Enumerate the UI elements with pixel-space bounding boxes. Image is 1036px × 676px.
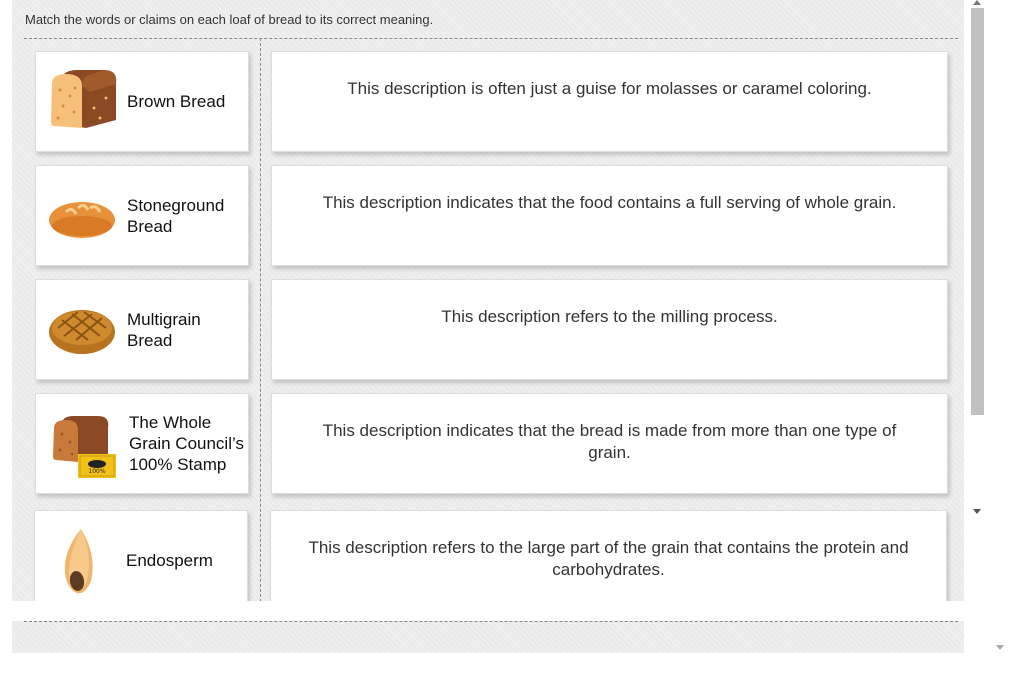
term-card-endosperm[interactable] <box>34 510 248 611</box>
activity-stage <box>12 0 964 653</box>
multigrain-bread-loaf-icon <box>48 296 118 364</box>
grain-kernel-icon <box>47 527 117 595</box>
instruction-text: Match the words or claims on each loaf of bread to its correct meaning. <box>25 12 434 27</box>
description-text-3: This description refers to the milling process. <box>441 307 778 326</box>
term-label-brown-bread: Brown Bread <box>127 92 226 111</box>
top-divider <box>24 38 958 39</box>
description-card-4[interactable] <box>271 393 948 494</box>
column-divider <box>260 38 261 622</box>
description-card-1[interactable] <box>271 51 948 152</box>
description-text-5: This description refers to the large part of the grain that contains the protein and carbohydrates. <box>308 538 909 579</box>
term-label-stoneground-bread: Stoneground Bread <box>127 195 225 236</box>
bottom-strip <box>0 601 979 621</box>
description-text-2: This description indicates that the food contains a full serving of whole grain. <box>322 193 897 212</box>
term-label-whole-grain-stamp: The Whole Grain Council’s 100% Stamp <box>129 413 244 474</box>
scroll-up-icon[interactable] <box>973 0 981 5</box>
stoneground-bread-loaf-icon <box>48 182 118 250</box>
whole-grain-stamp-loaf-icon <box>48 410 118 478</box>
term-card-multigrain-bread[interactable] <box>35 279 249 380</box>
scrollbar-thumb[interactable] <box>971 8 984 415</box>
brown-bread-loaf-icon <box>48 68 118 136</box>
stamp-text: 100% <box>88 468 106 475</box>
description-text-1: This description is often just a guise for molasses or caramel coloring. <box>347 79 872 98</box>
description-text-4: This description indicates that the bread is made from more than one type of grain. <box>322 421 897 462</box>
bottom-divider <box>24 621 958 622</box>
description-card-2[interactable] <box>271 165 948 266</box>
term-label-endosperm: Endosperm <box>126 551 213 570</box>
page-scroll-down-icon[interactable] <box>996 645 1004 650</box>
term-card-brown-bread[interactable] <box>35 51 249 152</box>
description-card-5[interactable] <box>270 510 947 611</box>
term-label-multigrain-bread: Multigrain Bread <box>127 309 201 350</box>
scroll-down-icon[interactable] <box>973 509 981 514</box>
description-card-3[interactable] <box>271 279 948 380</box>
term-card-stoneground-bread[interactable] <box>35 165 249 266</box>
term-card-whole-grain-stamp[interactable] <box>35 393 249 494</box>
